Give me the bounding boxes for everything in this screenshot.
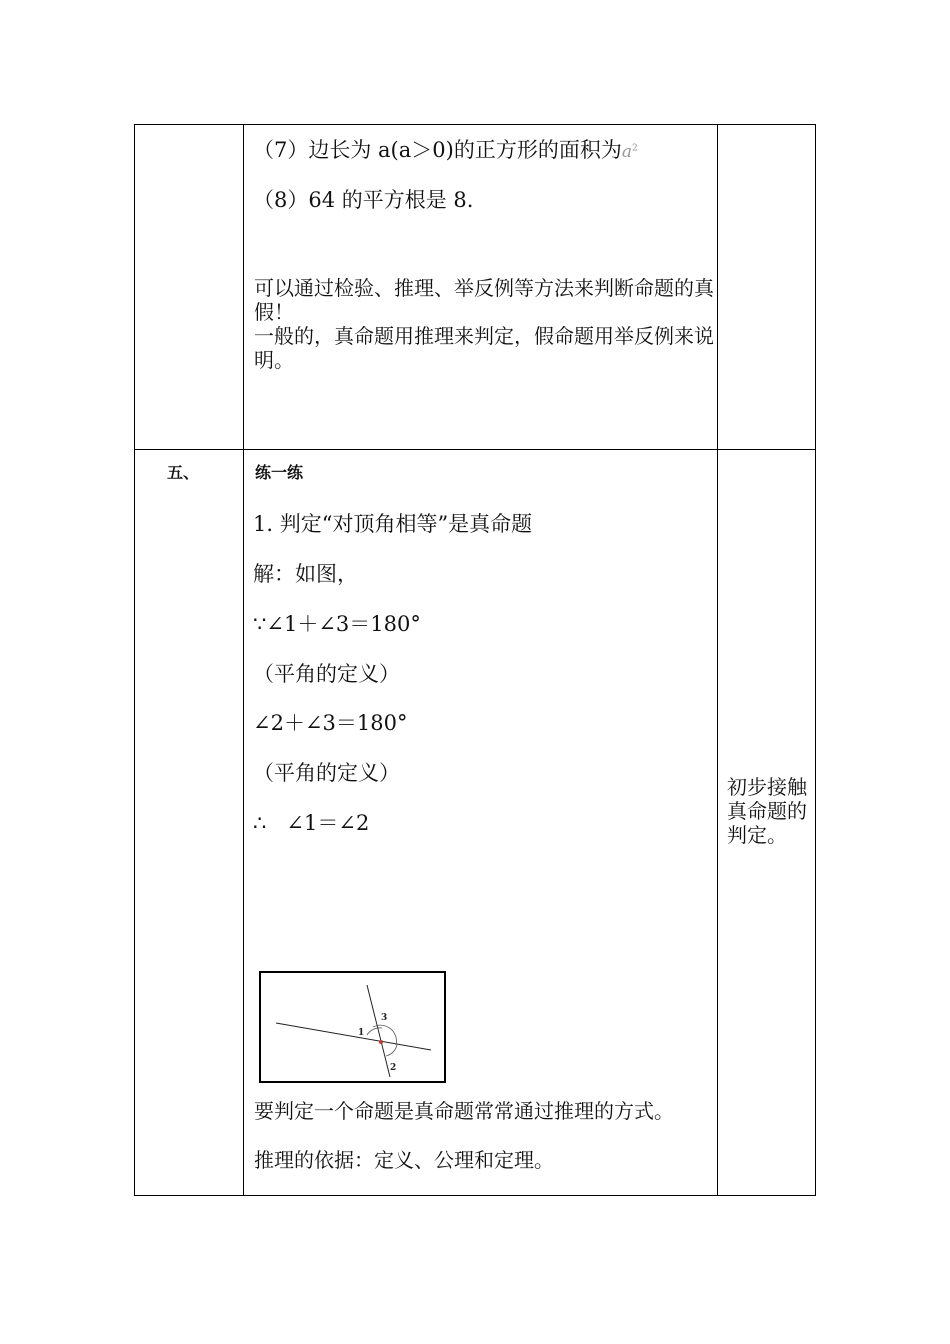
item-7-text: （7）边长为 a(a＞0)的正方形的面积为 (253, 138, 622, 162)
proof-basis-paragraph: 推理的依据：定义、公理和定理。 (254, 1148, 554, 1172)
exercise-line-5: ∠2＋∠3＝180° (253, 711, 408, 735)
exercise-line-2: 解：如图， (253, 562, 358, 586)
item-7 (253, 140, 638, 161)
table-top-border (134, 124, 816, 125)
table-bottom-border (134, 1195, 816, 1196)
angle-arc-1 (367, 1028, 382, 1035)
line-ab (276, 1023, 431, 1050)
figure-svg (261, 973, 444, 1081)
proof-method-paragraph: 要判定一个命题是真命题常常通过推理的方式。 (254, 1099, 674, 1123)
a-squared-formula: $a^2$ (621, 142, 638, 162)
exercise-line-7: ∴ ∠1＝∠2 (253, 811, 370, 835)
exercise-line-3: ∵∠1＋∠3＝180° (253, 612, 421, 636)
label-3: 3 (381, 1013, 388, 1023)
item-8: （8）64 的平方根是 8. (253, 188, 474, 212)
table-left-border (134, 124, 135, 1196)
label-2: 2 (390, 1063, 397, 1073)
exercise-heading: 练一练 (255, 463, 304, 482)
label-1: 1 (358, 1028, 365, 1038)
rule-paragraph: 一般的，真命题用推理来判定，假命题用举反例来说明。 (254, 324, 714, 372)
teaching-note: 初步接触真命题的判定。 (727, 775, 807, 847)
exercise-line-1: 1. 判定“对顶角相等”是真命题 (253, 512, 533, 536)
angle-arc-2 (386, 1045, 397, 1056)
column-divider-1 (243, 124, 244, 1196)
column-divider-2 (717, 124, 718, 1196)
table-right-border (815, 124, 816, 1196)
row-divider (134, 449, 816, 450)
vertical-angles-figure (259, 971, 446, 1083)
intersection-point (379, 1040, 383, 1044)
section-label: 五、 (167, 463, 200, 482)
exercise-line-6: （平角的定义） (253, 761, 400, 785)
method-paragraph: 可以通过检验、推理、举反例等方法来判断命题的真假！ (254, 276, 714, 324)
exercise-line-4: （平角的定义） (253, 662, 400, 686)
